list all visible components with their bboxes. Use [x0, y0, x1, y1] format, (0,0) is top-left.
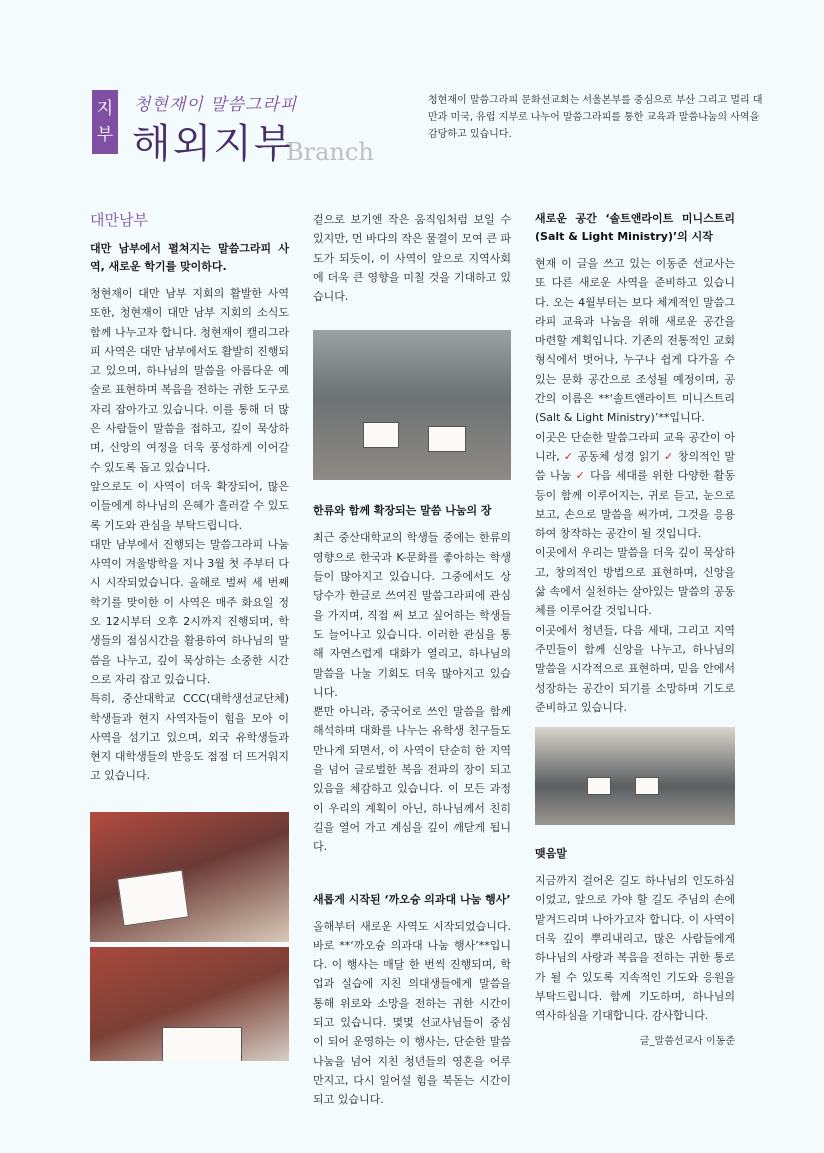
author-signature: 글_말씀선교사 이동준	[639, 1035, 735, 1047]
column-3	[535, 210, 735, 1051]
paragraph: 최근 중산대학교의 학생들 중에는 한류의 영향으로 한국과 K-문화를 좋아하는 학생들이 많아지고 있습니다. 그중에서도 상당수가 한글로 쓰여진 말씀그라피에 관심을 가지며, 직접 써 보고 싶어하는 학생들도 늘어나고 있습니다. 이러한 관심을 통해 자연스럽게 대화가 열리고, 하나님의 말씀을 나눌 기회도 더욱 많아지고 있습니다.	[313, 531, 511, 699]
paragraph: 지금까지 걸어온 길도 하나님의 인도하심이었고, 앞으로 가야 할 길도 주님의 손에 맡겨드리며 나아가고자 합니다. 이 사역이 더욱 깊이 뿌리내리고, 많은 사람들에게 하나님의 사랑과 복음을 전하는 귀한 통로가 될 수 있도록 지속적인 기도와 응원을 부탁드립니다. 함께 기도하며, 하나님의 역사하심을 기대합니다. 감사합니다.	[535, 874, 735, 1023]
photo-mother-and-child	[90, 947, 289, 1061]
check-icon: ✓	[575, 469, 586, 483]
calligraphy-card	[117, 870, 189, 927]
check-icon: ✓	[664, 449, 674, 463]
paragraph: 현재 이 글을 쓰고 있는 이동준 선교사는 또 다른 새로운 사역을 준비하고 있습니다. 오는 4월부터는 보다 체계적인 말씀그라피 교육과 나눔을 위해 새로운 공간을 마련할 계획입니다. 기존의 전통적인 교회 형식에서 벗어나, 누구나 쉽게 다가올 수 있는 문화 공간으로 조성될 예정이며, 공간의 이름은 **‘솔트앤라이트 미니스트리 (Salt & Light Ministry)’**입니다.	[535, 257, 735, 425]
paragraph: 대만 남부에서 진행되는 말씀그라피 나눔 사역이 겨울방학을 지나 3월 첫 주부터 다시 시작되었습니다. 올해로 벌써 세 번째 학기를 맞이한 이 사역은 매주 화요일 정오 12시부터 오후 2시까지 진행되며, 학생들의 점심시간을 활용하여 하나님의 말씀을 나누고, 깊이 묵상하는 소중한 시간으로 자리 잡고 있습니다.	[90, 537, 289, 686]
region-title: 대만남부	[90, 211, 148, 229]
column-1	[90, 210, 289, 786]
text-span: 다음 세대를 위한 다양한 활동 등이 함께 이루어지는, 귀로 듣고, 눈으로 보고, 손으로 말씀을 써가며, 그것을 응용하여 창작하는 공간이 될 것입니다.	[535, 469, 736, 541]
calligraphy-card	[635, 777, 659, 795]
paragraph	[535, 428, 735, 544]
header-description: 청현재이 말씀그라피 문화선교회는 서울본부를 중심으로 부산 그리고 멀리 대만과 미국, 유럽 지부로 나누어 말씀그라피를 통한 교육과 말씀나눔의 사역을 감당하고 있습니다.	[428, 95, 763, 140]
check-icon: ✓	[563, 449, 574, 463]
paragraph: 겉으로 보기엔 작은 움직임처럼 보일 수 있지만, 먼 바다의 작은 물결이 모여 큰 파도가 되듯이, 이 사역이 앞으로 지역사회에 더욱 큰 영향을 미칠 것을 기대하고 있습니다.	[313, 213, 511, 304]
photo-classroom-group	[535, 727, 735, 825]
paragraph: 특히, 중산대학교 CCC(대학생선교단체) 학생들과 현지 사역자들이 힘을 모아 이 사역을 섬기고 있으며, 외국 유학생들과 현지 대학생들의 반응도 점점 더 뜨거워지고 있습니다.	[90, 692, 289, 783]
badge-top-char: 지	[96, 99, 114, 119]
badge-bottom-char: 부	[96, 125, 114, 145]
section-heading: 맺음말	[535, 847, 567, 861]
calligraphy-card	[162, 1027, 242, 1061]
group-photo-students	[313, 330, 511, 480]
text-span: 공동체 성경 읽기	[577, 449, 661, 463]
paragraph: 뿐만 아니라, 중국어로 쓰인 말씀을 함께 해석하며 대화를 나누는 유학생 친구들도 만나게 되면서, 이 사역이 단순히 한 지역을 넘어 글로벌한 복음 전파의 장이 되고 있음을 체감하고 있습니다. 이 모든 과정이 우리의 계획이 아닌, 하나님께서 친히 길을 열어 가고 계심을 깊이 깨닫게 됩니다.	[313, 705, 511, 854]
paragraph: 이곳에서 우리는 말씀을 더욱 깊이 묵상하고, 창의적인 방법으로 표현하며, 신앙을 삶 속에서 실천하는 살아있는 말씀의 공동체를 이루어갈 것입니다.	[535, 546, 735, 618]
spacer	[313, 857, 511, 891]
page-title: 해외지부	[132, 121, 295, 167]
paragraph: 올해부터 새로운 사역도 시작되었습니다. 바로 **‘까오슝 의과대 나눔 행사’**입니다. 이 행사는 매달 한 번씩 진행되며, 학업과 실습에 지친 의대생들에게 말씀을 통해 위로와 소망을 전하는 귀한 시간이 되고 있습니다. 몇몇 선교사님들이 중심이 되어 운영하는 이 행사는, 단순한 말씀 나눔을 넘어 지친 청년들의 영혼을 어루만지고, 다시 일어설 힘을 북돋는 시간이 되고 있습니다.	[313, 919, 511, 1107]
header-subtitle: 청현재이 말씀그라피	[134, 95, 298, 115]
paragraph: 청현재이 대만 남부 지회의 활발한 사역 또한, 청현재이 대만 남부 지회의 소식도 함께 나누고자 합니다. 청현재이 캘리그라피 사역은 대만 남부에서도 활발히 진행되고 있으며, 하나님의 말씀을 아름다운 예술로 표현하며 복음을 전하는 귀한 도구로 자리 잡아가고 있습니다. 이를 통해 더 많은 사람들이 말씀을 접하고, 깊이 묵상하며, 신앙의 여정을 더욱 풍성하게 이어갈 수 있도록 돕고 있습니다.	[90, 287, 289, 474]
calligraphy-card	[363, 422, 399, 448]
section-heading: 새롭게 시작된 ‘까오슝 의과대 나눔 행사’	[313, 892, 511, 906]
section-heading: 한류와 함께 확장되는 말씀 나눔의 장	[313, 504, 492, 518]
text-span: 이곳은 단순한 말씀그라피 교육 공간이 아니라,	[535, 430, 735, 463]
calligraphy-card	[587, 777, 611, 795]
section-badge	[92, 90, 118, 154]
section-heading: 대만 남부에서 펼쳐지는 말씀그라피 사역, 새로운 학기를 맞이하다.	[90, 242, 289, 273]
section-heading: 새로운 공간 ‘솔트앤라이트 미니스트리 (Salt & Light Ministry)’의 시작	[535, 212, 735, 243]
text-span: 창의적인 말씀 나눔	[535, 449, 735, 483]
page-title-english: Branch	[286, 138, 374, 166]
paragraph: 이곳에서 청년들, 다음 세대, 그리고 지역 주민들이 함께 신앙을 나누고, 하나님의 말씀을 시각적으로 표현하며, 믿음 안에서 성장하는 공간이 되기를 소망하며 기도로 준비하고 있습니다.	[535, 623, 735, 714]
calligraphy-card	[428, 426, 466, 452]
photo-students-with-calligraphy	[90, 812, 289, 942]
paragraph: 앞으로도 이 사역이 더욱 확장되어, 많은 이들에게 하나님의 은혜가 흘러갈 수 있도록 기도와 관심을 부탁드립니다.	[90, 479, 289, 532]
